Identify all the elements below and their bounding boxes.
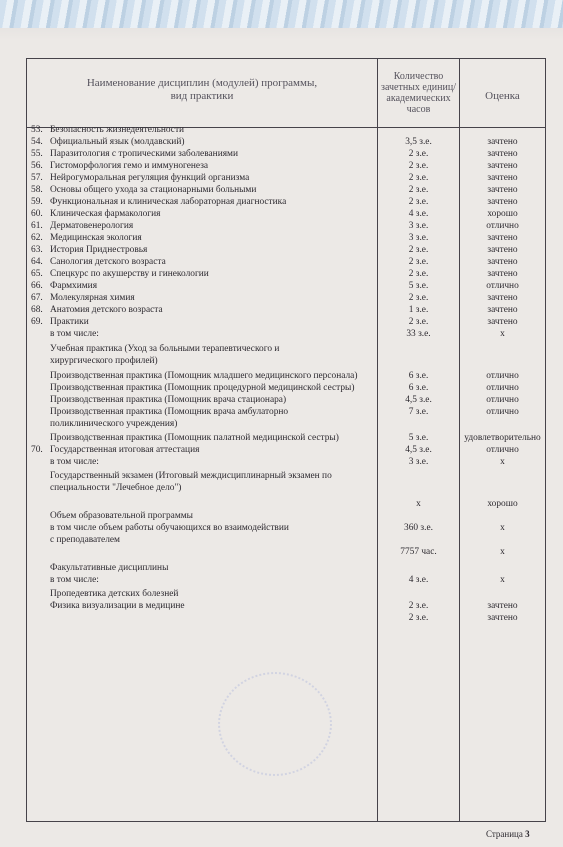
table-row [27, 197, 545, 209]
table-row [27, 173, 545, 185]
table-row [27, 209, 545, 221]
row-number: 68. [31, 305, 43, 315]
credits-value: 2 з.е. [408, 245, 429, 255]
discipline-name: в том числе: [50, 329, 99, 339]
discipline-name: Санология детского возраста [50, 257, 166, 267]
credits-value: 2 з.е. [408, 149, 429, 159]
discipline-name: Основы общего ухода за стационарными больными [50, 185, 257, 195]
credits-value: 6 з.е. [408, 383, 429, 393]
grade-value: зачтено [487, 269, 518, 279]
table-row [27, 419, 545, 431]
decorative-top-border [0, 0, 563, 40]
discipline-name: в том числе: [50, 457, 99, 467]
discipline-name: Дерматовенерология [50, 221, 134, 231]
page-label: Страница [486, 829, 523, 839]
table-row [27, 371, 545, 383]
grade-value: x [500, 575, 505, 585]
discipline-name: в том числе: [50, 575, 99, 585]
discipline-name: специальности "Лечебное дело") [50, 483, 182, 493]
grade-value: хорошо [487, 499, 518, 509]
table-row [27, 281, 545, 293]
discipline-name: Факультативные дисциплины [50, 563, 169, 573]
table-row [27, 547, 545, 559]
grade-value: зачтено [487, 149, 518, 159]
grade-value: отлично [486, 371, 519, 381]
grade-value: зачтено [487, 161, 518, 171]
table-row [27, 395, 545, 407]
table-row [27, 511, 545, 523]
row-number: 65. [31, 269, 43, 279]
discipline-name: Безопасность жизнедеятельности [50, 125, 185, 135]
row-number: 67. [31, 293, 43, 303]
table-row [27, 445, 545, 457]
discipline-name: Клиническая фармакология [50, 209, 161, 219]
table-row [27, 293, 545, 305]
table-row [27, 383, 545, 395]
grade-value: отлично [486, 445, 519, 455]
credits-value: 7757 час. [400, 547, 437, 557]
grade-value: x [500, 329, 505, 339]
table-row [27, 356, 545, 368]
table-row [27, 161, 545, 173]
discipline-name: Объем образовательной программы [50, 511, 193, 521]
discipline-name: Производственная практика (Помощник палатной медицинской сестры) [50, 433, 339, 443]
table-row [27, 563, 545, 575]
grade-value: зачтено [487, 257, 518, 267]
row-number: 58. [31, 185, 43, 195]
grade-value: x [500, 523, 505, 533]
grade-value: зачтено [487, 197, 518, 207]
header-grade: Оценка [485, 90, 520, 102]
credits-value: x [416, 499, 421, 509]
grade-value: отлично [486, 221, 519, 231]
discipline-name: Медицинская экология [50, 233, 142, 243]
discipline-name: Производственная практика (Помощник процедурной медицинской сестры) [50, 383, 355, 393]
credits-value: 3 з.е. [408, 233, 429, 243]
table-row [27, 269, 545, 281]
credits-value: 2 з.е. [408, 269, 429, 279]
row-number: 56. [31, 161, 43, 171]
discipline-name: Нейрогуморальная регуляция функций организма [50, 173, 250, 183]
row-number: 69. [31, 317, 43, 327]
table-row [27, 589, 545, 601]
grade-value: зачтено [487, 293, 518, 303]
table-row [27, 344, 545, 356]
grade-value: отлично [486, 395, 519, 405]
credits-value: 4 з.е. [408, 575, 429, 585]
table-row [27, 245, 545, 257]
credits-value: 2 з.е. [408, 161, 429, 171]
table-row [27, 457, 545, 469]
discipline-name: Производственная практика (Помощник младшего медицинского персонала) [50, 371, 358, 381]
row-number: 57. [31, 173, 43, 183]
grade-value: зачтено [487, 137, 518, 147]
discipline-name: Анатомия детского возраста [50, 305, 163, 315]
discipline-name: Государственный экзамен (Итоговый междисциплинарный экзамен по [50, 471, 332, 481]
row-number: 66. [31, 281, 43, 291]
credits-value: 7 з.е. [408, 407, 429, 417]
credits-value: 2 з.е. [408, 613, 429, 623]
row-number: 61. [31, 221, 43, 231]
row-number: 70. [31, 445, 43, 455]
header-credits: Количество зачетных единиц/ академических часов [381, 71, 456, 115]
table-row [27, 137, 545, 149]
credits-value: 2 з.е. [408, 293, 429, 303]
credits-value: 4,5 з.е. [405, 445, 432, 455]
credits-value: 4,5 з.е. [405, 395, 432, 405]
grade-value: зачтено [487, 185, 518, 195]
table-row [27, 575, 545, 587]
credits-value: 2 з.е. [408, 173, 429, 183]
table-row [27, 613, 545, 625]
table-row [27, 257, 545, 269]
row-number: 53. [31, 125, 43, 135]
row-number: 60. [31, 209, 43, 219]
row-number: 55. [31, 149, 43, 159]
grade-value: отлично [486, 281, 519, 291]
grade-value: x [500, 457, 505, 467]
discipline-name: Производственная практика (Помощник врача амбулаторно [50, 407, 289, 417]
credits-value: 3 з.е. [408, 221, 429, 231]
credits-value: 360 з.е. [404, 523, 433, 533]
grades-table [26, 58, 546, 822]
discipline-name: История Приднестровья [50, 245, 148, 255]
table-row [27, 329, 545, 341]
credits-value: 33 з.е. [406, 329, 431, 339]
credits-value: 1 з.е. [408, 305, 429, 315]
discipline-name: Государственная итоговая аттестация [50, 445, 200, 455]
grade-value: отлично [486, 407, 519, 417]
discipline-name: Гистоморфология гемо и иммуногенеза [50, 161, 209, 171]
credits-value: 4 з.е. [408, 209, 429, 219]
row-number: 59. [31, 197, 43, 207]
grade-value: зачтено [487, 245, 518, 255]
row-number: 62. [31, 233, 43, 243]
grade-value: зачтено [487, 233, 518, 243]
credits-value: 5 з.е. [408, 281, 429, 291]
grade-value: зачтено [487, 173, 518, 183]
table-row [27, 221, 545, 233]
discipline-name: Спецкурс по акушерству и гинекологии [50, 269, 209, 279]
table-row [27, 305, 545, 317]
page-footer [486, 829, 556, 839]
discipline-name: Практики [50, 317, 89, 327]
table-row [27, 185, 545, 197]
table-row [27, 483, 545, 495]
credits-value: 6 з.е. [408, 371, 429, 381]
credits-value: 2 з.е. [408, 317, 429, 327]
table-row [27, 499, 545, 511]
table-row [27, 601, 545, 613]
discipline-name: Производственная практика (Помощник врача стационара) [50, 395, 287, 405]
credits-value: 2 з.е. [408, 257, 429, 267]
table-row [27, 125, 545, 137]
discipline-name: в том числе объем работы обучающихся во взаимодействии [50, 523, 289, 533]
table-row [27, 535, 545, 547]
discipline-name: с преподавателем [50, 535, 120, 545]
table-row [27, 407, 545, 419]
credits-value: 3 з.е. [408, 457, 429, 467]
grade-value: зачтено [487, 305, 518, 315]
grade-value: хорошо [487, 209, 518, 219]
discipline-name: Фармхимия [50, 281, 98, 291]
grade-value: удовлетворительно [464, 433, 541, 443]
grade-value: зачтено [487, 613, 518, 623]
discipline-name: хирургического профилей) [50, 356, 158, 366]
table-row [27, 149, 545, 161]
credits-value: 3,5 з.е. [405, 137, 432, 147]
grade-value: отлично [486, 383, 519, 393]
table-row [27, 523, 545, 535]
discipline-name: Пропедевтика детских болезней [50, 589, 179, 599]
discipline-name: Функциональная и клиническая лабораторная диагностика [50, 197, 287, 207]
credits-value: 5 з.е. [408, 433, 429, 443]
header-discipline-name: Наименование дисциплин (модулей) программы, вид практики [86, 77, 318, 102]
discipline-name: поликлинического учреждения) [50, 419, 178, 429]
row-number: 63. [31, 245, 43, 255]
grade-value: зачтено [487, 601, 518, 611]
credits-value: 2 з.е. [408, 185, 429, 195]
discipline-name: Учебная практика (Уход за больными терапевтического и [50, 344, 280, 354]
grade-value: x [500, 547, 505, 557]
page-number: 3 [525, 829, 530, 839]
credits-value: 2 з.е. [408, 197, 429, 207]
row-number: 54. [31, 137, 43, 147]
grade-value: зачтено [487, 317, 518, 327]
table-row [27, 317, 545, 329]
discipline-name: Молекулярная химия [50, 293, 135, 303]
discipline-name: Официальный язык (молдавский) [50, 137, 185, 147]
table-row [27, 433, 545, 445]
credits-value: 2 з.е. [408, 601, 429, 611]
row-number: 64. [31, 257, 43, 267]
table-row [27, 471, 545, 483]
discipline-name: Физика визуализации в медицине [50, 601, 185, 611]
table-row [27, 233, 545, 245]
discipline-name: Паразитология с тропическими заболеваниями [50, 149, 238, 159]
